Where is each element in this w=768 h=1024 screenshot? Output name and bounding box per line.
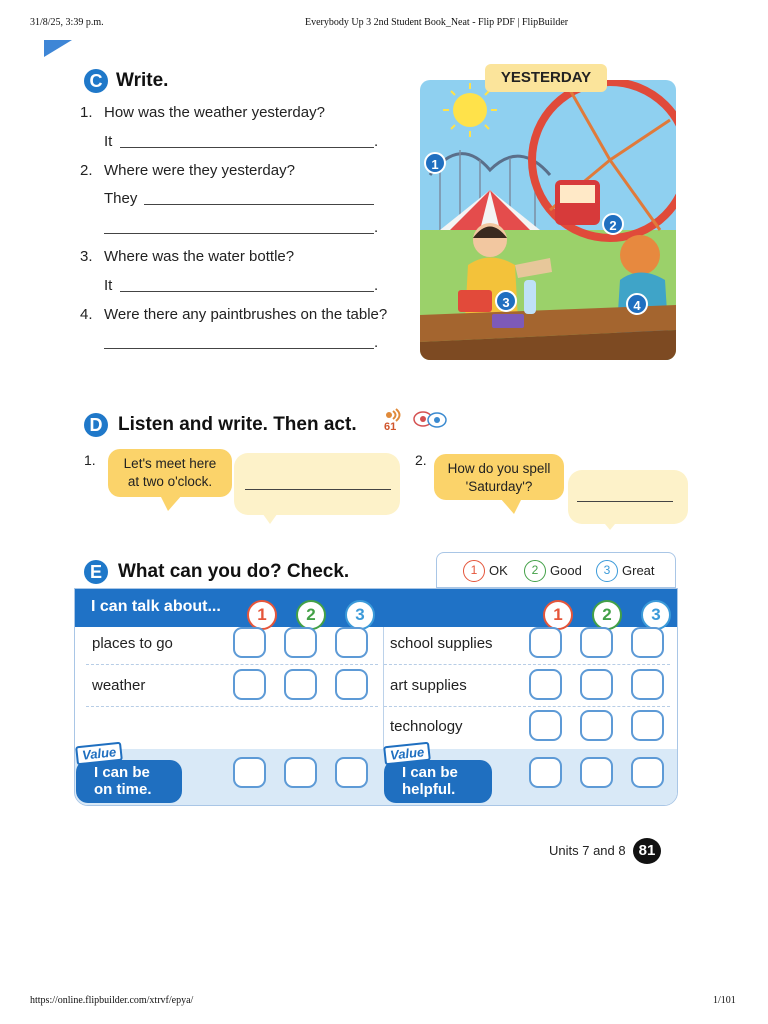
column-2-header-right: 2	[592, 600, 622, 630]
question-4-text: Were there any paintbrushes on the table?	[104, 306, 388, 323]
question-1-text: How was the weather yesterday?	[104, 104, 325, 121]
question-1-starter: It	[104, 133, 113, 150]
key-circle-3: 3	[596, 560, 618, 582]
speaking-faces-icon	[412, 408, 448, 437]
speech-bubble-1	[108, 449, 232, 497]
row-divider	[384, 706, 670, 707]
value-helpful	[384, 760, 492, 803]
skill-art-supplies: art supplies	[390, 677, 467, 694]
dialog-1-answer-line[interactable]	[245, 489, 391, 490]
checkbox-art-supplies-great[interactable]	[631, 669, 664, 700]
checkbox-technology-good[interactable]	[580, 710, 613, 741]
value-tag-right: Value	[383, 742, 431, 766]
value-helpful-line-1: I can be	[402, 764, 458, 781]
value-on-time-line-2: on time.	[94, 781, 152, 798]
question-2-answer-line[interactable]	[144, 204, 374, 205]
question-2-answer-line-2[interactable]	[104, 233, 374, 234]
question-3-number: 3.	[80, 248, 93, 265]
picture-marker-4: 4	[626, 293, 648, 315]
print-title: Everybody Up 3 2nd Student Book_Neat - Flip PDF | FlipBuilder	[305, 17, 569, 28]
checkbox-art-supplies-ok[interactable]	[529, 669, 562, 700]
skill-school-supplies: school supplies	[390, 635, 493, 652]
key-circle-1: 1	[463, 560, 485, 582]
column-divider	[383, 627, 384, 749]
skill-weather: weather	[92, 677, 146, 694]
checkbox-helpful-great[interactable]	[631, 757, 664, 788]
response-bubble-1	[234, 453, 400, 515]
section-e-badge: E	[84, 560, 108, 584]
dialog-2-number: 2.	[415, 452, 427, 468]
checklist-header-label: I can talk about...	[91, 598, 221, 615]
picture-marker-3: 3	[495, 290, 517, 312]
question-3-text: Where was the water bottle?	[104, 248, 295, 265]
column-1-header-left: 1	[247, 600, 277, 630]
checkbox-places-to-go-great[interactable]	[335, 627, 368, 658]
response-bubble-2	[568, 470, 688, 524]
row-divider	[384, 664, 670, 665]
period: .	[374, 219, 379, 236]
period: .	[374, 133, 379, 150]
question-4-number: 4.	[80, 306, 93, 323]
question-2-starter: They	[104, 190, 138, 207]
value-on-time	[76, 760, 182, 803]
checkbox-weather-great[interactable]	[335, 669, 368, 700]
question-2-number: 2.	[80, 162, 93, 179]
skill-places-to-go: places to go	[92, 635, 173, 652]
question-1-answer-line[interactable]	[120, 147, 374, 148]
section-d-badge: D	[84, 413, 108, 437]
response-bubble-1-tail	[260, 510, 280, 524]
column-2-header-left: 2	[296, 600, 326, 630]
column-3-header-right: 3	[641, 600, 671, 630]
print-url: https://online.flipbuilder.com/xtrvf/epya/	[30, 995, 194, 1006]
speech-1-line-2: at two o'clock.	[127, 474, 213, 489]
print-page-count: 1/101	[713, 995, 736, 1006]
checkbox-weather-good[interactable]	[284, 669, 317, 700]
key-circle-2: 2	[524, 560, 546, 582]
speech-bubble-2-tail	[500, 498, 522, 514]
yesterday-label: YESTERDAY	[485, 64, 607, 92]
speech-2-line-2: 'Saturday'?	[465, 479, 533, 494]
value-tag-left: Value	[75, 742, 123, 766]
checkbox-school-supplies-ok[interactable]	[529, 627, 562, 658]
checkbox-weather-ok[interactable]	[233, 669, 266, 700]
key-label-great: Great	[622, 563, 655, 578]
row-divider	[86, 664, 378, 665]
period: .	[374, 277, 379, 294]
dialog-2-answer-line[interactable]	[577, 501, 673, 502]
checkbox-school-supplies-great[interactable]	[631, 627, 664, 658]
checkbox-places-to-go-good[interactable]	[284, 627, 317, 658]
checkbox-helpful-good[interactable]	[580, 757, 613, 788]
section-e-title: What can you do? Check.	[118, 561, 350, 582]
skill-technology: technology	[390, 718, 463, 735]
key-label-good: Good	[550, 563, 582, 578]
period: .	[374, 334, 379, 351]
question-2-text: Where were they yesterday?	[104, 162, 295, 179]
checkbox-technology-ok[interactable]	[529, 710, 562, 741]
row-divider	[86, 706, 378, 707]
page-number: 81	[633, 838, 661, 864]
audio-track-number: 61	[384, 421, 397, 433]
yesterday-illustration	[420, 80, 676, 360]
checkbox-art-supplies-good[interactable]	[580, 669, 613, 700]
column-1-header-right: 1	[543, 600, 573, 630]
section-c-badge: C	[84, 69, 108, 93]
section-d-title: Listen and write. Then act.	[118, 414, 357, 435]
response-bubble-2-tail	[600, 518, 620, 530]
checkbox-helpful-ok[interactable]	[529, 757, 562, 788]
value-helpful-line-2: helpful.	[402, 781, 456, 798]
speech-bubble-1-tail	[160, 495, 182, 511]
print-datetime: 31/8/25, 3:39 p.m.	[30, 17, 104, 28]
column-3-header-left: 3	[345, 600, 375, 630]
key-label-ok: OK	[489, 563, 508, 578]
picture-marker-2: 2	[602, 213, 624, 235]
speech-1-line-1: Let's meet here	[123, 456, 217, 471]
page-corner-triangle[interactable]	[44, 40, 72, 57]
checkbox-on-time-good[interactable]	[284, 757, 317, 788]
checkbox-on-time-great[interactable]	[335, 757, 368, 788]
picture-marker-1: 1	[424, 152, 446, 174]
units-label: Units 7 and 8	[549, 843, 626, 858]
checkbox-school-supplies-good[interactable]	[580, 627, 613, 658]
question-4-answer-line[interactable]	[104, 348, 374, 349]
speech-2-line-1: How do you spell	[447, 461, 551, 476]
section-c-title: Write.	[116, 70, 169, 91]
value-on-time-line-1: I can be	[94, 764, 150, 781]
fairground-picnic-scene	[420, 80, 676, 360]
checkbox-on-time-ok[interactable]	[233, 757, 266, 788]
question-1-number: 1.	[80, 104, 93, 121]
question-3-answer-line[interactable]	[120, 291, 374, 292]
speech-bubble-2	[434, 454, 564, 500]
dialog-1-number: 1.	[84, 452, 96, 468]
checkbox-places-to-go-ok[interactable]	[233, 627, 266, 658]
question-3-starter: It	[104, 277, 113, 294]
checkbox-technology-great[interactable]	[631, 710, 664, 741]
